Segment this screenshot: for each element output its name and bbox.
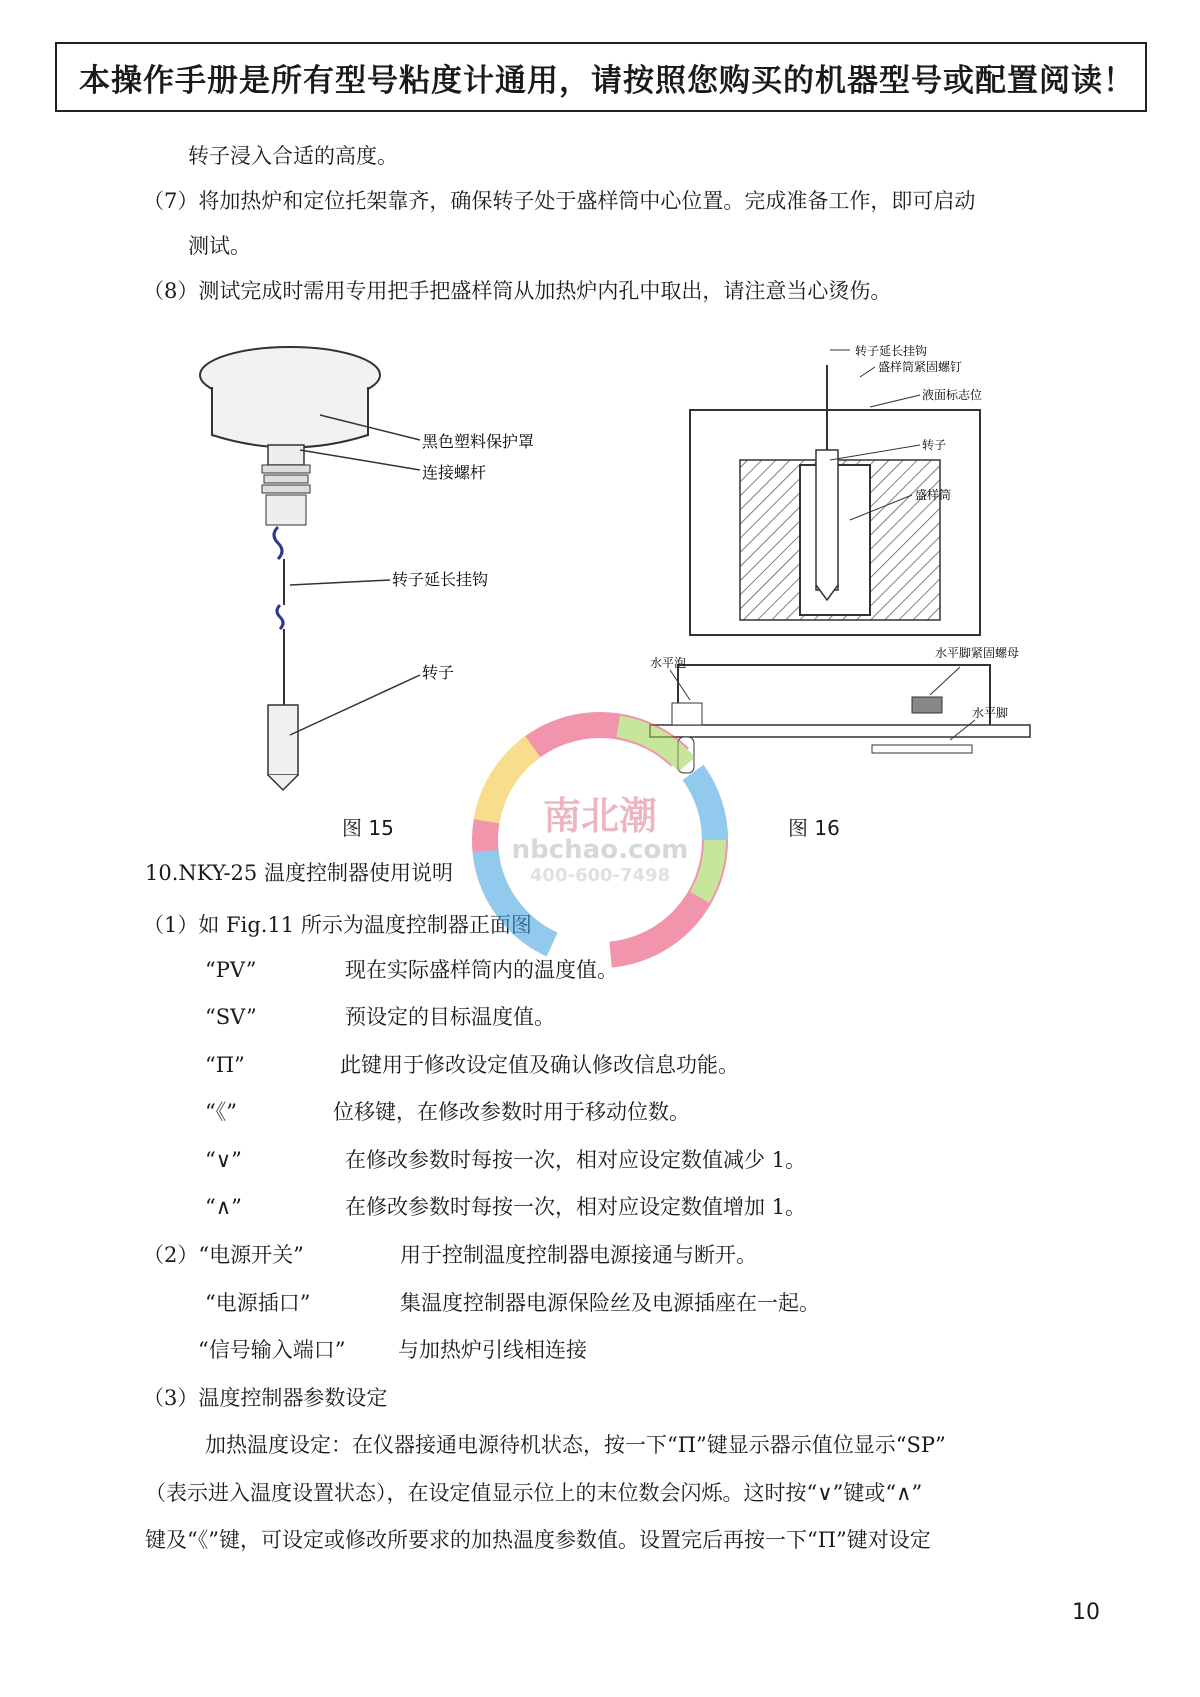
key-down-desc: 在修改参数时每按一次，相对应设定数值减少 1。 (345, 1148, 807, 1172)
fig16-label: 水平脚 (972, 706, 1009, 720)
paragraph-line: 键及“《”键，可设定或修改所要求的加热温度参数值。设置完后再按一下“Π”键对设定 (145, 1528, 931, 1552)
watermark-phone: 400-600-7498 (529, 865, 671, 886)
step-7-line: （7）将加热炉和定位托架靠齐，确保转子处于盛样筒中心位置。完成准备工作，即可启动 (143, 189, 976, 213)
fig16-label: 盛样筒紧固螺钉 (878, 360, 963, 374)
fig15-label: 连接螺杆 (422, 463, 487, 482)
watermark-site: nbchao.com (511, 835, 689, 865)
figure-15-caption: 图 15 (342, 816, 394, 840)
watermark-logo (440, 700, 800, 984)
signal-input-port: “信号输入端口” (198, 1338, 346, 1362)
power-socket: “电源插口” (205, 1291, 311, 1315)
step-8-line: （8）测试完成时需用专用把手把盛样筒从加热炉内孔中取出，请注意当心烫伤。 (143, 279, 892, 303)
fig16-label: 盛样筒 (915, 488, 952, 502)
paragraph-line: 转子浸入合适的高度。 (188, 144, 398, 168)
fig16-label: 转子延长挂钩 (855, 344, 928, 358)
fig15-label: 转子延长挂钩 (392, 570, 489, 589)
fig16-label: 水平脚紧固螺母 (935, 646, 1020, 660)
key-down: “∨” (205, 1148, 242, 1172)
power-socket-desc: 集温度控制器电源保险丝及电源插座在一起。 (400, 1291, 820, 1315)
fig15-label: 转子 (422, 663, 455, 682)
power-switch-desc: 用于控制温度控制器电源接通与断开。 (400, 1243, 757, 1267)
key-up: “∧” (205, 1195, 242, 1219)
fig16-label: 水平泡 (650, 656, 687, 670)
page-number: 10 (1072, 1600, 1100, 1625)
manual-notice-banner: 本操作手册是所有型号粘度计通用，请按照您购买的机器型号或配置阅读！ (55, 42, 1147, 112)
key-up-desc: 在修改参数时每按一次，相对应设定数值增加 1。 (345, 1195, 807, 1219)
fig15-label: 黑色塑料保护罩 (422, 432, 535, 451)
paragraph-line: 测试。 (188, 234, 251, 258)
fig16-label: 转子 (922, 438, 947, 452)
key-pv: “PV” (205, 958, 257, 982)
key-pv-desc: 现在实际盛样筒内的温度值。 (345, 958, 618, 982)
power-switch: （2）“电源开关” (143, 1243, 304, 1267)
key-sv: “SV” (205, 1005, 257, 1029)
figure-16-caption: 图 16 (788, 816, 840, 840)
fig16-label: 液面标志位 (922, 388, 983, 402)
paragraph-line: 加热温度设定：在仪器接通电源待机状态，按一下“Π”键显示器示值位显示“SP” (205, 1433, 946, 1457)
item-3-line: （3）温度控制器参数设定 (143, 1386, 388, 1410)
key-confirm: “Π” (205, 1053, 245, 1077)
key-sv-desc: 预设定的目标温度值。 (345, 1005, 555, 1029)
signal-input-port-desc: 与加热炉引线相连接 (398, 1338, 587, 1362)
item-1-line: （1）如 Fig.11 所示为温度控制器正面图 (143, 913, 532, 937)
section-title: 10.NKY-25 温度控制器使用说明 (145, 861, 453, 885)
key-shift-desc: 位移键，在修改参数时用于移动位数。 (333, 1100, 690, 1124)
key-shift: “《” (205, 1100, 237, 1124)
paragraph-line: （表示进入温度设置状态），在设定值显示位上的末位数会闪烁。这时按“∨”键或“∧” (145, 1481, 923, 1505)
watermark-brand: 南北潮 (542, 794, 657, 838)
key-confirm-desc: 此键用于修改设定值及确认修改信息功能。 (340, 1053, 739, 1077)
